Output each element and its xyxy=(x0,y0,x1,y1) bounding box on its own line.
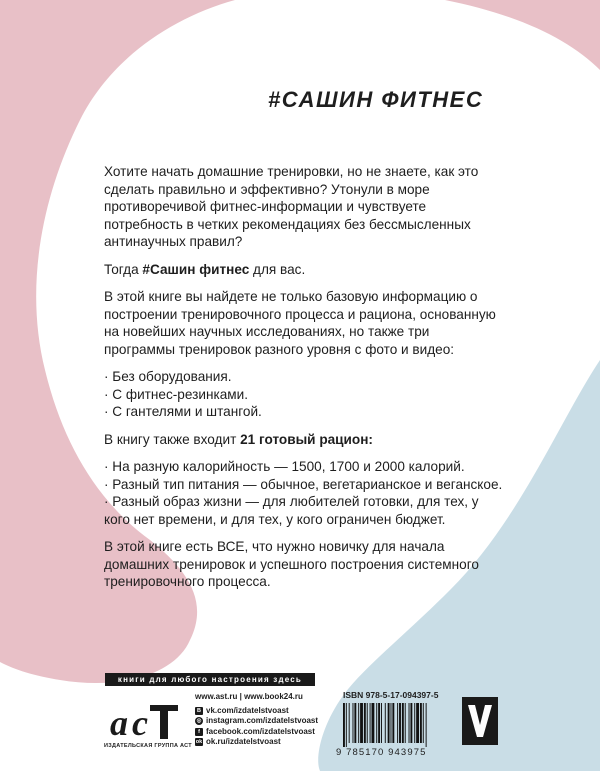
barcode xyxy=(341,703,453,747)
social-link-facebook[interactable] xyxy=(195,727,318,738)
barcode-bar xyxy=(360,703,363,743)
social-link-text: vk.com/izdatelstvoast xyxy=(206,705,289,715)
barcode-bar xyxy=(358,703,359,743)
website-links[interactable]: www.ast.ru | www.book24.ru xyxy=(195,692,303,701)
list-item: · С гантелями и штангой. xyxy=(104,404,262,419)
barcode-bar xyxy=(409,703,410,743)
barcode-bar xyxy=(388,703,390,743)
barcode-bar xyxy=(372,703,375,743)
diet-bold: 21 готовый рацион: xyxy=(240,431,373,447)
barcode-bar xyxy=(423,703,424,743)
content-paragraph: В этой книге вы найдете не только базовую информацию о построении тренировочного процесса и рациона, основанную на новейших научных исследованиях, но также три программы тренировок разного уровня с фото и видео: xyxy=(104,289,496,357)
barcode-bar xyxy=(381,703,382,743)
svg-text:a: a xyxy=(110,703,128,743)
list-item: · Без оборудования. xyxy=(104,369,232,384)
barcode-bar xyxy=(343,703,345,747)
social-link-text: ok.ru/izdatelstvoast xyxy=(206,737,281,746)
barcode-bar xyxy=(416,703,419,743)
intro-paragraph: Хотите начать домашние тренировки, но не знаете, как это сделать правильно и эффективно? Утонули в море противоречивой фитнес-информации и чувствуете потребность в четких рекомендациях без бессмысленных антинаучных правил? xyxy=(104,164,479,249)
social-link-text: instagram.com/izdatelstvoast xyxy=(206,716,319,725)
tagline-prefix: Тогда xyxy=(104,261,143,277)
list-item: · На разную калорийность — 1500, 1700 и 2000 калорий. xyxy=(104,459,465,474)
barcode-bar xyxy=(385,703,386,743)
list-item: · Разный образ жизни — для любителей готовки, для тех, у кого нет времени, и для тех, у кого ограничен бюджет. xyxy=(104,494,479,527)
publisher-links xyxy=(195,692,318,748)
list-item: · С фитнес-резинками. xyxy=(104,386,248,402)
programs-list xyxy=(104,368,504,421)
instagram-icon: ◎ xyxy=(196,718,202,725)
list-item: · Разный тип питания — обычное, вегетарианское и веганское. xyxy=(104,476,503,492)
barcode-bar xyxy=(410,703,412,743)
diet-paragraph xyxy=(104,431,504,449)
social-link-instagram[interactable] xyxy=(195,716,318,727)
publisher-caption: ИЗДАТЕЛЬСКАЯ ГРУППА АСТ xyxy=(104,743,192,749)
barcode-bar xyxy=(354,703,356,743)
barcode-bar xyxy=(405,703,406,743)
barcode-number: 9 785170 943975 xyxy=(336,747,427,758)
barcode-bar xyxy=(353,703,354,743)
tagline-suffix: для вас. xyxy=(249,261,306,277)
pink-blob-top-right xyxy=(445,0,600,70)
barcode-bar xyxy=(392,703,394,743)
barcode-bar xyxy=(346,703,347,747)
social-link-ok[interactable] xyxy=(195,737,318,748)
vk-icon: B xyxy=(195,707,203,715)
facebook-icon: f xyxy=(195,728,203,736)
diet-prefix: В книгу также входит xyxy=(104,431,241,447)
svg-text:c: c xyxy=(132,703,148,743)
barcode-bar xyxy=(420,703,422,743)
barcode-bar xyxy=(349,703,350,743)
barcode-bar xyxy=(364,703,366,743)
barcode-bar xyxy=(414,703,415,743)
book-title: #САШИН ФИТНЕС xyxy=(268,87,484,112)
social-link-vk[interactable] xyxy=(195,706,318,717)
back-cover-text xyxy=(104,163,504,591)
publisher-v-logo xyxy=(462,697,498,745)
tagline-bold: #Сашин фитнес xyxy=(142,261,250,277)
barcode-bar xyxy=(370,703,371,743)
barcode-bar xyxy=(397,703,398,743)
barcode-bar xyxy=(402,703,404,743)
tagline-paragraph xyxy=(104,261,504,279)
diets-list xyxy=(104,458,504,528)
barcode-bar xyxy=(367,703,368,743)
odnoklassniki-icon: ok xyxy=(195,739,203,746)
social-link-text: facebook.com/izdatelstvoast xyxy=(206,726,315,736)
barcode-bar xyxy=(399,703,401,743)
barcode-bar xyxy=(391,703,392,743)
barcode-bar xyxy=(426,703,427,747)
slogan-strip: книги для любого настроения здесь xyxy=(105,673,315,686)
barcode-bar xyxy=(378,703,380,743)
barcode-bar xyxy=(376,703,377,743)
isbn-label: ISBN 978-5-17-094397-5 xyxy=(343,690,439,700)
closing-paragraph: В этой книге есть ВСЕ, что нужно новичку для начала домашних тренировок и успешного построения системного тренировочного процесса. xyxy=(104,539,479,589)
